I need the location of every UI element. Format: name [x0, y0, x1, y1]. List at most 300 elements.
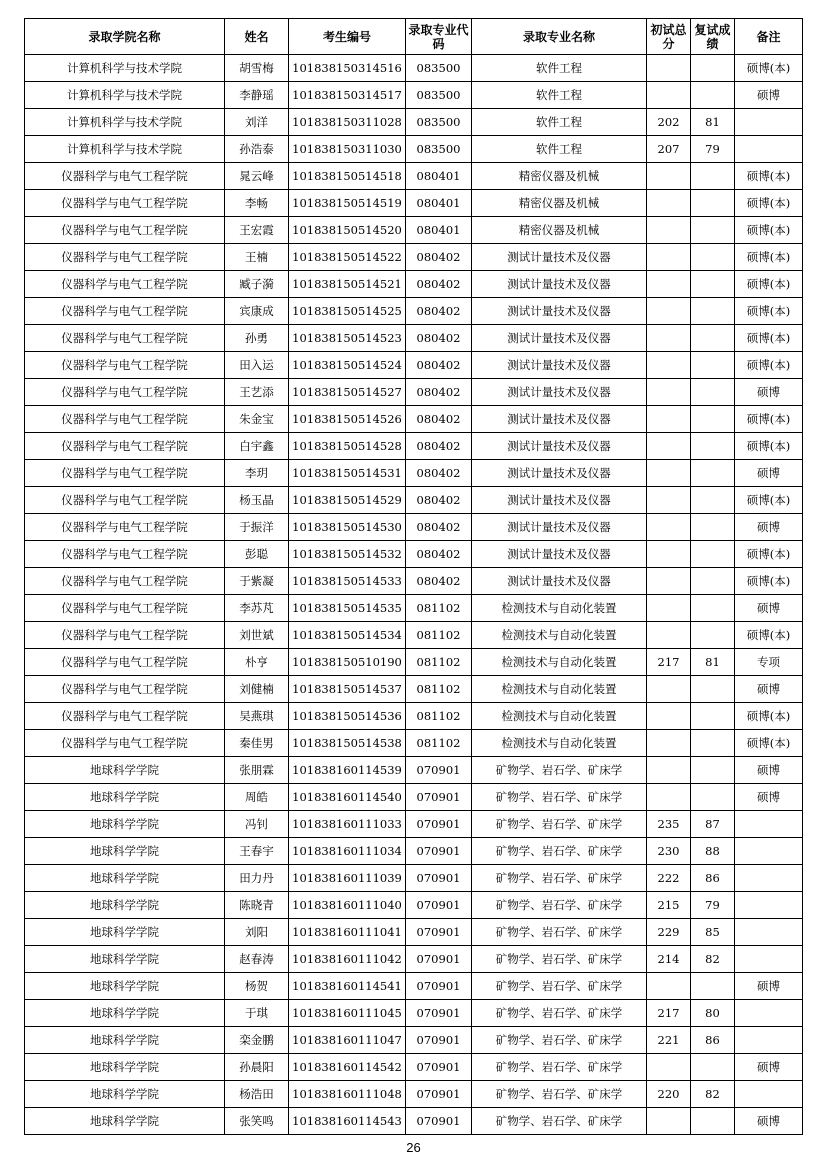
- table-row: [25, 217, 803, 244]
- table-row: [25, 703, 803, 730]
- table-row: [25, 433, 803, 460]
- cell-major-name: 检测技术与自动化装置: [472, 730, 647, 757]
- cell-name: 李静瑶: [225, 82, 289, 109]
- cell-name: 李苏芃: [225, 595, 289, 622]
- cell-major-name: 矿物学、岩石学、矿床学: [472, 1027, 647, 1054]
- cell-retest-score: [691, 406, 735, 433]
- table-row: [25, 379, 803, 406]
- cell-college: 地球科学学院: [25, 1000, 225, 1027]
- cell-retest-score: [691, 460, 735, 487]
- cell-major-code: 070901: [406, 1108, 472, 1135]
- cell-exam-id: 101838150311030: [289, 136, 406, 163]
- table-row: [25, 838, 803, 865]
- cell-remark: [735, 136, 803, 163]
- cell-college: 仪器科学与电气工程学院: [25, 271, 225, 298]
- cell-major-name: 矿物学、岩石学、矿床学: [472, 1054, 647, 1081]
- cell-major-name: 精密仪器及机械: [472, 163, 647, 190]
- cell-retest-score: 79: [691, 892, 735, 919]
- cell-major-name: 测试计量技术及仪器: [472, 352, 647, 379]
- cell-college: 仪器科学与电气工程学院: [25, 649, 225, 676]
- cell-major-name: 检测技术与自动化装置: [472, 622, 647, 649]
- table-row: [25, 325, 803, 352]
- cell-initial-score: [647, 703, 691, 730]
- cell-retest-score: [691, 433, 735, 460]
- cell-name: 孙浩泰: [225, 136, 289, 163]
- cell-remark: 硕博: [735, 379, 803, 406]
- cell-college: 地球科学学院: [25, 919, 225, 946]
- cell-major-code: 080402: [406, 487, 472, 514]
- cell-major-name: 矿物学、岩石学、矿床学: [472, 1000, 647, 1027]
- cell-major-code: 070901: [406, 1027, 472, 1054]
- cell-exam-id: 101838160111045: [289, 1000, 406, 1027]
- cell-exam-id: 101838150510190: [289, 649, 406, 676]
- cell-retest-score: [691, 244, 735, 271]
- cell-exam-id: 101838160111047: [289, 1027, 406, 1054]
- cell-remark: 硕博(本): [735, 622, 803, 649]
- cell-remark: 硕博(本): [735, 433, 803, 460]
- cell-major-name: 测试计量技术及仪器: [472, 433, 647, 460]
- table-row: [25, 1108, 803, 1135]
- cell-exam-id: 101838150514536: [289, 703, 406, 730]
- cell-major-name: 矿物学、岩石学、矿床学: [472, 919, 647, 946]
- table-row: [25, 487, 803, 514]
- cell-name: 朴亨: [225, 649, 289, 676]
- table-row: [25, 1027, 803, 1054]
- cell-major-code: 070901: [406, 757, 472, 784]
- cell-retest-score: [691, 541, 735, 568]
- admission-table: [24, 18, 803, 1135]
- cell-remark: 硕博: [735, 1108, 803, 1135]
- cell-major-name: 矿物学、岩石学、矿床学: [472, 973, 647, 1000]
- cell-exam-id: 101838150314516: [289, 55, 406, 82]
- cell-major-name: 矿物学、岩石学、矿床学: [472, 946, 647, 973]
- cell-name: 刘世斌: [225, 622, 289, 649]
- cell-name: 杨贺: [225, 973, 289, 1000]
- cell-retest-score: 81: [691, 649, 735, 676]
- cell-initial-score: 230: [647, 838, 691, 865]
- cell-college: 计算机科学与技术学院: [25, 82, 225, 109]
- cell-remark: 硕博(本): [735, 55, 803, 82]
- cell-major-name: 测试计量技术及仪器: [472, 244, 647, 271]
- cell-initial-score: [647, 568, 691, 595]
- cell-major-code: 081102: [406, 595, 472, 622]
- cell-name: 吴燕琪: [225, 703, 289, 730]
- cell-initial-score: [647, 541, 691, 568]
- table-row: [25, 136, 803, 163]
- cell-name: 张朋霖: [225, 757, 289, 784]
- cell-retest-score: [691, 1108, 735, 1135]
- cell-major-code: 080402: [406, 406, 472, 433]
- cell-major-code: 070901: [406, 892, 472, 919]
- cell-college: 仪器科学与电气工程学院: [25, 460, 225, 487]
- cell-major-code: 070901: [406, 865, 472, 892]
- header-college: 录取学院名称: [25, 19, 225, 55]
- cell-college: 地球科学学院: [25, 865, 225, 892]
- cell-retest-score: 87: [691, 811, 735, 838]
- cell-major-name: 测试计量技术及仪器: [472, 271, 647, 298]
- cell-initial-score: 217: [647, 649, 691, 676]
- table-row: [25, 595, 803, 622]
- cell-remark: 专项: [735, 649, 803, 676]
- table-row: [25, 109, 803, 136]
- cell-initial-score: [647, 217, 691, 244]
- cell-initial-score: [647, 487, 691, 514]
- table-row: [25, 406, 803, 433]
- cell-retest-score: [691, 784, 735, 811]
- cell-exam-id: 101838160111034: [289, 838, 406, 865]
- cell-remark: 硕博: [735, 973, 803, 1000]
- table-row: [25, 541, 803, 568]
- cell-college: 仪器科学与电气工程学院: [25, 487, 225, 514]
- cell-initial-score: [647, 1054, 691, 1081]
- cell-remark: 硕博(本): [735, 298, 803, 325]
- cell-initial-score: 202: [647, 109, 691, 136]
- cell-exam-id: 101838150514524: [289, 352, 406, 379]
- cell-initial-score: [647, 82, 691, 109]
- cell-college: 地球科学学院: [25, 1054, 225, 1081]
- cell-major-code: 081102: [406, 649, 472, 676]
- cell-remark: 硕博(本): [735, 703, 803, 730]
- cell-initial-score: [647, 163, 691, 190]
- cell-initial-score: [647, 325, 691, 352]
- cell-college: 仪器科学与电气工程学院: [25, 298, 225, 325]
- cell-retest-score: [691, 352, 735, 379]
- cell-remark: [735, 865, 803, 892]
- cell-college: 地球科学学院: [25, 811, 225, 838]
- cell-exam-id: 101838160114540: [289, 784, 406, 811]
- cell-exam-id: 101838150514520: [289, 217, 406, 244]
- cell-retest-score: 85: [691, 919, 735, 946]
- header-exam-id: 考生编号: [289, 19, 406, 55]
- cell-name: 王宏霞: [225, 217, 289, 244]
- cell-name: 臧子漪: [225, 271, 289, 298]
- cell-remark: 硕博(本): [735, 352, 803, 379]
- cell-major-name: 检测技术与自动化装置: [472, 676, 647, 703]
- cell-major-code: 083500: [406, 82, 472, 109]
- cell-remark: 硕博: [735, 757, 803, 784]
- cell-exam-id: 101838160111040: [289, 892, 406, 919]
- cell-major-code: 080402: [406, 514, 472, 541]
- cell-name: 陈晓青: [225, 892, 289, 919]
- cell-remark: 硕博: [735, 595, 803, 622]
- cell-major-code: 080402: [406, 244, 472, 271]
- cell-remark: 硕博(本): [735, 217, 803, 244]
- cell-major-name: 检测技术与自动化装置: [472, 595, 647, 622]
- cell-major-code: 083500: [406, 55, 472, 82]
- cell-major-name: 矿物学、岩石学、矿床学: [472, 865, 647, 892]
- cell-major-name: 检测技术与自动化装置: [472, 649, 647, 676]
- cell-exam-id: 101838150514532: [289, 541, 406, 568]
- cell-college: 仪器科学与电气工程学院: [25, 379, 225, 406]
- cell-major-name: 测试计量技术及仪器: [472, 568, 647, 595]
- cell-college: 仪器科学与电气工程学院: [25, 433, 225, 460]
- cell-college: 地球科学学院: [25, 1108, 225, 1135]
- cell-major-name: 软件工程: [472, 136, 647, 163]
- header-major-code: 录取专业代码: [406, 19, 472, 55]
- cell-name: 刘阳: [225, 919, 289, 946]
- cell-major-code: 081102: [406, 676, 472, 703]
- cell-name: 王春宇: [225, 838, 289, 865]
- table-row: [25, 190, 803, 217]
- table-row: [25, 946, 803, 973]
- header-row: [25, 19, 803, 55]
- cell-initial-score: 207: [647, 136, 691, 163]
- table-row: [25, 865, 803, 892]
- cell-major-name: 软件工程: [472, 82, 647, 109]
- cell-college: 地球科学学院: [25, 1027, 225, 1054]
- cell-retest-score: [691, 325, 735, 352]
- cell-initial-score: [647, 1108, 691, 1135]
- cell-name: 张笑鸣: [225, 1108, 289, 1135]
- header-major-name: 录取专业名称: [472, 19, 647, 55]
- table-row: [25, 298, 803, 325]
- cell-initial-score: [647, 973, 691, 1000]
- cell-major-name: 测试计量技术及仪器: [472, 406, 647, 433]
- cell-name: 杨玉晶: [225, 487, 289, 514]
- cell-name: 白宇鑫: [225, 433, 289, 460]
- cell-name: 王艺添: [225, 379, 289, 406]
- cell-exam-id: 101838160111048: [289, 1081, 406, 1108]
- cell-college: 仪器科学与电气工程学院: [25, 622, 225, 649]
- cell-exam-id: 101838150514531: [289, 460, 406, 487]
- cell-remark: [735, 811, 803, 838]
- cell-retest-score: [691, 190, 735, 217]
- cell-college: 仪器科学与电气工程学院: [25, 595, 225, 622]
- cell-retest-score: [691, 730, 735, 757]
- cell-exam-id: 101838150514522: [289, 244, 406, 271]
- cell-college: 仪器科学与电气工程学院: [25, 676, 225, 703]
- cell-college: 地球科学学院: [25, 973, 225, 1000]
- cell-initial-score: [647, 595, 691, 622]
- cell-initial-score: [647, 190, 691, 217]
- cell-initial-score: [647, 55, 691, 82]
- cell-major-code: 070901: [406, 811, 472, 838]
- cell-initial-score: 229: [647, 919, 691, 946]
- cell-name: 赵春涛: [225, 946, 289, 973]
- cell-major-name: 测试计量技术及仪器: [472, 379, 647, 406]
- cell-remark: 硕博: [735, 1054, 803, 1081]
- cell-name: 晁云峰: [225, 163, 289, 190]
- table-row: [25, 919, 803, 946]
- cell-major-name: 矿物学、岩石学、矿床学: [472, 892, 647, 919]
- cell-retest-score: 79: [691, 136, 735, 163]
- cell-initial-score: [647, 757, 691, 784]
- cell-name: 栾金鹏: [225, 1027, 289, 1054]
- cell-retest-score: [691, 973, 735, 1000]
- cell-remark: [735, 1000, 803, 1027]
- cell-remark: 硕博(本): [735, 325, 803, 352]
- table-row: [25, 730, 803, 757]
- cell-exam-id: 101838150514530: [289, 514, 406, 541]
- cell-exam-id: 101838150311028: [289, 109, 406, 136]
- cell-exam-id: 101838150514529: [289, 487, 406, 514]
- cell-college: 地球科学学院: [25, 946, 225, 973]
- cell-major-code: 081102: [406, 622, 472, 649]
- cell-initial-score: [647, 784, 691, 811]
- cell-exam-id: 101838150514527: [289, 379, 406, 406]
- cell-name: 朱金宝: [225, 406, 289, 433]
- cell-college: 仪器科学与电气工程学院: [25, 541, 225, 568]
- cell-major-code: 080402: [406, 271, 472, 298]
- cell-remark: 硕博(本): [735, 406, 803, 433]
- cell-retest-score: [691, 514, 735, 541]
- cell-major-code: 080402: [406, 541, 472, 568]
- cell-initial-score: [647, 676, 691, 703]
- table-row: [25, 568, 803, 595]
- cell-major-name: 矿物学、岩石学、矿床学: [472, 811, 647, 838]
- cell-initial-score: 214: [647, 946, 691, 973]
- cell-retest-score: [691, 271, 735, 298]
- cell-initial-score: 215: [647, 892, 691, 919]
- cell-retest-score: 80: [691, 1000, 735, 1027]
- header-initial-score: 初试总分: [647, 19, 691, 55]
- cell-exam-id: 101838150514537: [289, 676, 406, 703]
- cell-exam-id: 101838160111033: [289, 811, 406, 838]
- cell-initial-score: [647, 433, 691, 460]
- cell-retest-score: [691, 217, 735, 244]
- cell-major-code: 080402: [406, 298, 472, 325]
- cell-initial-score: [647, 460, 691, 487]
- cell-remark: 硕博(本): [735, 163, 803, 190]
- cell-retest-score: [691, 676, 735, 703]
- cell-major-code: 080402: [406, 460, 472, 487]
- cell-name: 杨浩田: [225, 1081, 289, 1108]
- cell-exam-id: 101838160111042: [289, 946, 406, 973]
- cell-college: 地球科学学院: [25, 838, 225, 865]
- cell-name: 周皓: [225, 784, 289, 811]
- cell-major-name: 检测技术与自动化装置: [472, 703, 647, 730]
- cell-major-code: 070901: [406, 1000, 472, 1027]
- table-row: [25, 1081, 803, 1108]
- cell-college: 计算机科学与技术学院: [25, 136, 225, 163]
- cell-exam-id: 101838150514533: [289, 568, 406, 595]
- cell-college: 仪器科学与电气工程学院: [25, 514, 225, 541]
- cell-college: 仪器科学与电气工程学院: [25, 703, 225, 730]
- cell-major-code: 083500: [406, 136, 472, 163]
- cell-major-code: 070901: [406, 784, 472, 811]
- cell-retest-score: [691, 298, 735, 325]
- cell-name: 刘健楠: [225, 676, 289, 703]
- cell-retest-score: 81: [691, 109, 735, 136]
- table-body: [25, 55, 803, 1135]
- cell-exam-id: 101838150514518: [289, 163, 406, 190]
- cell-remark: 硕博(本): [735, 487, 803, 514]
- cell-name: 胡雪梅: [225, 55, 289, 82]
- table-row: [25, 622, 803, 649]
- cell-initial-score: [647, 730, 691, 757]
- cell-exam-id: 101838150514535: [289, 595, 406, 622]
- cell-major-name: 矿物学、岩石学、矿床学: [472, 1081, 647, 1108]
- cell-remark: 硕博: [735, 514, 803, 541]
- cell-retest-score: 82: [691, 946, 735, 973]
- table-row: [25, 1054, 803, 1081]
- cell-retest-score: 86: [691, 865, 735, 892]
- cell-major-code: 080401: [406, 190, 472, 217]
- header-name: 姓名: [225, 19, 289, 55]
- cell-initial-score: 222: [647, 865, 691, 892]
- cell-college: 仪器科学与电气工程学院: [25, 190, 225, 217]
- table-row: [25, 649, 803, 676]
- cell-initial-score: 235: [647, 811, 691, 838]
- cell-remark: [735, 919, 803, 946]
- cell-initial-score: [647, 298, 691, 325]
- cell-name: 李玥: [225, 460, 289, 487]
- cell-college: 地球科学学院: [25, 892, 225, 919]
- cell-retest-score: [691, 757, 735, 784]
- cell-major-name: 测试计量技术及仪器: [472, 298, 647, 325]
- cell-remark: 硕博(本): [735, 244, 803, 271]
- table-row: [25, 514, 803, 541]
- cell-exam-id: 101838150514521: [289, 271, 406, 298]
- cell-major-name: 精密仪器及机械: [472, 190, 647, 217]
- table-row: [25, 811, 803, 838]
- cell-retest-score: [691, 622, 735, 649]
- cell-name: 李畅: [225, 190, 289, 217]
- cell-major-code: 081102: [406, 730, 472, 757]
- cell-exam-id: 101838150514528: [289, 433, 406, 460]
- cell-major-code: 070901: [406, 946, 472, 973]
- cell-exam-id: 101838150514519: [289, 190, 406, 217]
- cell-name: 于琪: [225, 1000, 289, 1027]
- table-row: [25, 757, 803, 784]
- cell-name: 彭聪: [225, 541, 289, 568]
- cell-major-code: 080402: [406, 379, 472, 406]
- cell-name: 宾康成: [225, 298, 289, 325]
- cell-exam-id: 101838160111041: [289, 919, 406, 946]
- table-header: [25, 19, 803, 55]
- cell-remark: 硕博(本): [735, 568, 803, 595]
- cell-major-name: 矿物学、岩石学、矿床学: [472, 757, 647, 784]
- cell-name: 王楠: [225, 244, 289, 271]
- cell-remark: [735, 1027, 803, 1054]
- cell-major-code: 080401: [406, 217, 472, 244]
- cell-remark: 硕博: [735, 82, 803, 109]
- cell-remark: [735, 1081, 803, 1108]
- cell-major-name: 测试计量技术及仪器: [472, 325, 647, 352]
- cell-remark: [735, 838, 803, 865]
- header-remark: 备注: [735, 19, 803, 55]
- cell-name: 孙晨阳: [225, 1054, 289, 1081]
- cell-major-name: 矿物学、岩石学、矿床学: [472, 784, 647, 811]
- cell-remark: 硕博(本): [735, 190, 803, 217]
- cell-major-code: 083500: [406, 109, 472, 136]
- cell-name: 田入运: [225, 352, 289, 379]
- cell-exam-id: 101838150514523: [289, 325, 406, 352]
- cell-retest-score: [691, 1054, 735, 1081]
- cell-major-code: 070901: [406, 838, 472, 865]
- cell-major-code: 080402: [406, 352, 472, 379]
- cell-major-name: 矿物学、岩石学、矿床学: [472, 1108, 647, 1135]
- cell-retest-score: [691, 487, 735, 514]
- table-row: [25, 55, 803, 82]
- cell-remark: 硕博: [735, 784, 803, 811]
- table-row: [25, 460, 803, 487]
- table-row: [25, 271, 803, 298]
- cell-retest-score: [691, 595, 735, 622]
- cell-retest-score: [691, 379, 735, 406]
- cell-retest-score: [691, 82, 735, 109]
- cell-exam-id: 101838150514534: [289, 622, 406, 649]
- cell-major-name: 测试计量技术及仪器: [472, 541, 647, 568]
- table-row: [25, 676, 803, 703]
- cell-exam-id: 101838160114543: [289, 1108, 406, 1135]
- cell-college: 仪器科学与电气工程学院: [25, 163, 225, 190]
- cell-retest-score: [691, 163, 735, 190]
- cell-remark: 硕博(本): [735, 541, 803, 568]
- cell-college: 仪器科学与电气工程学院: [25, 325, 225, 352]
- cell-major-name: 精密仪器及机械: [472, 217, 647, 244]
- cell-remark: 硕博(本): [735, 730, 803, 757]
